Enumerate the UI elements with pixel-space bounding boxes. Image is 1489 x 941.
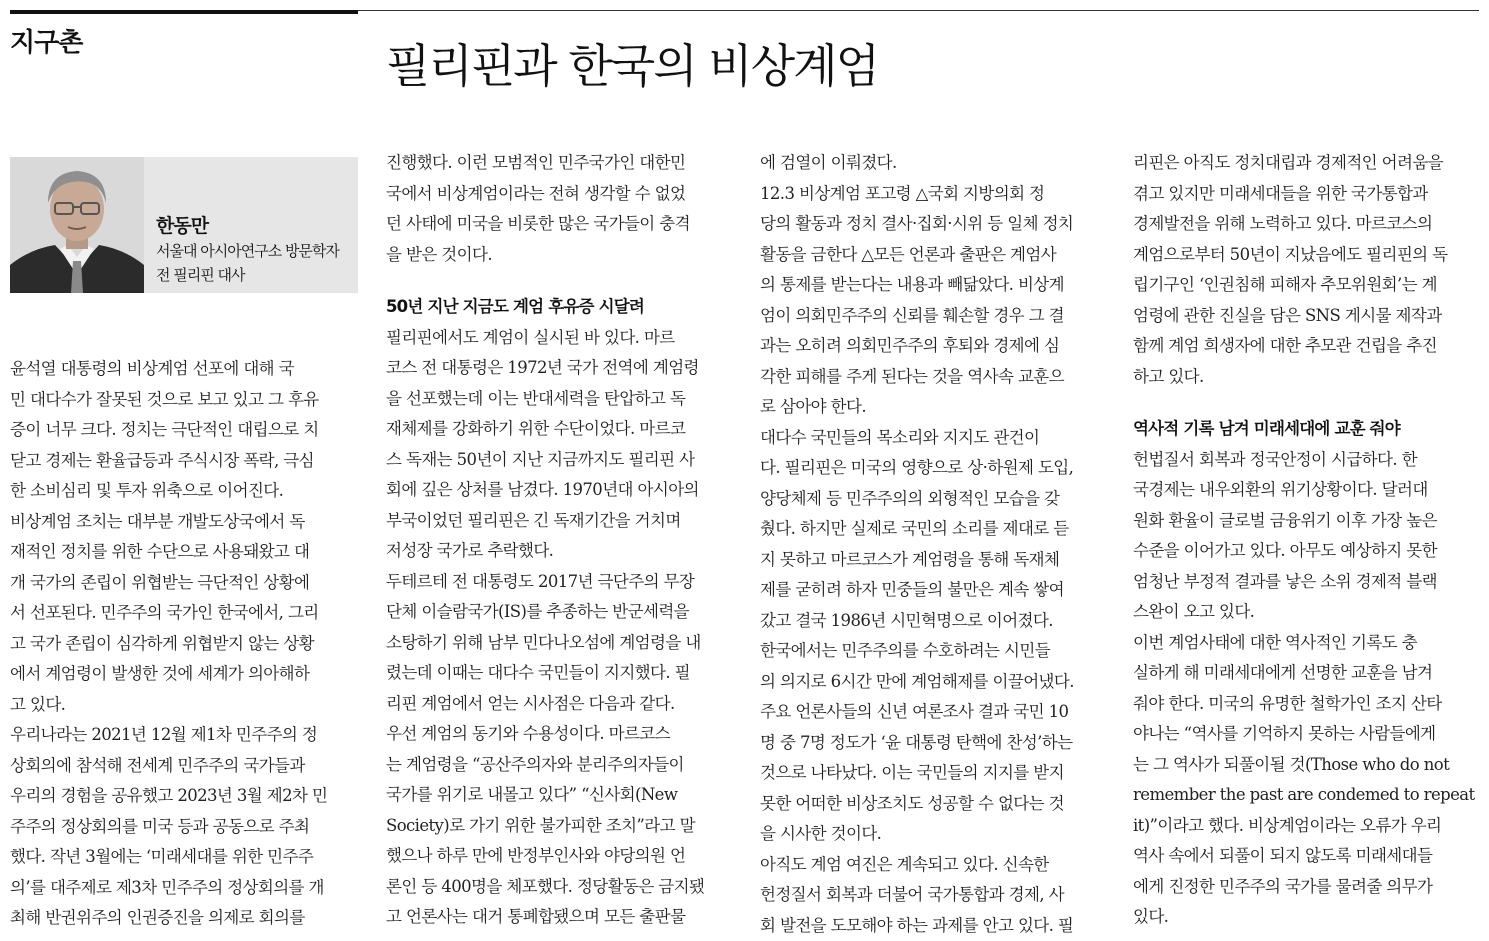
body-text-line: 스완이 오고 있다. <box>1133 597 1478 628</box>
body-text-line: 저성장 국가로 추락했다. <box>386 536 731 567</box>
body-text-line: 윤석열 대통령의 비상계엄 선포에 대해 국 <box>10 354 355 385</box>
body-text-line: 는 계엄령을 “공산주의자와 분리주의자들이 <box>386 750 731 781</box>
body-text-line: 재적인 정치를 위한 수단으로 사용돼왔고 대 <box>10 537 355 568</box>
body-text-line: 닫고 경제는 환율급등과 주식시장 폭락, 극심 <box>10 446 355 477</box>
body-text-line: 민 대다수가 잘못된 것으로 보고 있고 그 후유 <box>10 385 355 416</box>
body-text-line: 하고 있다. <box>1133 362 1478 393</box>
author-portrait <box>10 157 144 293</box>
body-text-line: 이번 계엄사태에 대한 역사적인 기록도 충 <box>1133 628 1478 659</box>
body-text-line: 엄청난 부정적 결과를 낳은 소위 경제적 블랙 <box>1133 567 1478 598</box>
top-rule-thick <box>10 10 358 14</box>
headline: 필리핀과 한국의 비상계엄 <box>386 30 878 96</box>
body-text-line: 명 중 7명 정도가 ‘윤 대통령 탄핵에 찬성’하는 <box>760 728 1105 759</box>
body-text-line: 주주의 정상회의를 미국 등과 공동으로 주최 <box>10 812 355 843</box>
body-text-line: 에 검열이 이뤄졌다. <box>760 148 1105 179</box>
article-column-2 <box>386 148 731 933</box>
body-text-line: 을 받은 것이다. <box>386 240 731 271</box>
subheading: 50년 지난 지금도 계엄 후유증 시달려 <box>386 292 731 323</box>
body-text-line: 역사 속에서 되풀이 되지 않도록 미래세대들 <box>1133 841 1478 872</box>
body-text-line: 필리핀에서도 계엄이 실시된 바 있다. 마르 <box>386 323 731 354</box>
body-text-line: 고 언론사는 대거 통폐합됐으며 모든 출판물 <box>386 902 731 933</box>
body-text-line: 의 통제를 받는다는 내용과 빼닮았다. 비상계 <box>760 270 1105 301</box>
body-text-line: 진행했다. 이런 모범적인 민주국가인 대한민 <box>386 148 731 179</box>
body-text-line: 한국에서는 민주주의를 수호하려는 시민들 <box>760 636 1105 667</box>
body-text-line: 우리의 경험을 공유했고 2023년 3월 제2차 민 <box>10 781 355 812</box>
body-text-line: 국에서 비상계엄이라는 전혀 생각할 수 없었 <box>386 179 731 210</box>
body-text-line: 제를 굳히려 하자 민중들의 불만은 계속 쌓여 <box>760 575 1105 606</box>
body-text-line: 단체 이슬람국가(IS)를 추종하는 반군세력을 <box>386 597 731 628</box>
body-text-line: 스 독재는 50년이 지난 지금까지도 필리핀 사 <box>386 445 731 476</box>
body-text-line: 로 삼아야 한다. <box>760 392 1105 423</box>
author-box <box>10 157 358 293</box>
body-text-line: 두테르테 전 대통령도 2017년 극단주의 무장 <box>386 567 731 598</box>
body-text-line: 경제발전을 위해 노력하고 있다. 마르코스의 <box>1133 209 1478 240</box>
body-text-line: 겪고 있지만 미래세대들을 위한 국가통합과 <box>1133 179 1478 210</box>
body-text-line: 것으로 나타났다. 이는 국민들의 지지를 받지 <box>760 758 1105 789</box>
body-text-line: 각한 피해를 주게 된다는 것을 역사속 교훈으 <box>760 362 1105 393</box>
body-text-line: 개 국가의 존립이 위협받는 극단적인 상황에 <box>10 568 355 599</box>
body-text-line: 고 국가 존립이 심각하게 위협받지 않는 상황 <box>10 629 355 660</box>
body-text-line: 국경제는 내우외환의 위기상황이다. 달러대 <box>1133 475 1478 506</box>
body-text-line: 대다수 국민들의 목소리와 지지도 관건이 <box>760 423 1105 454</box>
body-text-line: 있다. <box>1133 902 1478 933</box>
body-text-line: 회에 깊은 상처를 남겼다. 1970년대 아시아의 <box>386 475 731 506</box>
body-text-line: 활동을 금한다 △모든 언론과 출판은 계엄사 <box>760 240 1105 271</box>
body-text-line: 재체제를 강화하기 위한 수단이었다. 마르코 <box>386 414 731 445</box>
body-text-line: 헌정질서 회복과 더불어 국가통합과 경제, 사 <box>760 880 1105 911</box>
article-column-4 <box>1133 148 1478 933</box>
body-text-line: 국가를 위기로 내몰고 있다” “신사회(New <box>386 780 731 811</box>
body-text-line: 에서 계엄령이 발생한 것에 세계가 의아해하 <box>10 659 355 690</box>
body-text-line: 최해 반권위주의 인권증진을 의제로 회의를 <box>10 903 355 934</box>
body-text-line: 고 있다. <box>10 690 355 721</box>
body-text-line: 렸는데 이때는 대다수 국민들이 지지했다. 필 <box>386 658 731 689</box>
body-text-line: Society)로 가기 위한 불가피한 조치”라고 말 <box>386 811 731 842</box>
body-text-line: 우선 계엄의 동기와 수용성이다. 마르코스 <box>386 719 731 750</box>
body-text-line: 코스 전 대통령은 1972년 국가 전역에 계엄령 <box>386 353 731 384</box>
body-text-line: 야나는 “역사를 기억하지 못하는 사람들에게 <box>1133 719 1478 750</box>
body-text-line: 12.3 비상계엄 포고령 △국회 지방의회 정 <box>760 179 1105 210</box>
author-affiliation: 서울대 아시아연구소 방문학자 <box>156 240 339 261</box>
article-column-3 <box>760 148 1105 941</box>
body-text-line: 을 선포했는데 이는 반대세력을 탄압하고 독 <box>386 384 731 415</box>
body-text-line: 엄이 의회민주주의 신뢰를 훼손할 경우 그 결 <box>760 301 1105 332</box>
body-text-line: 회 발전을 도모해야 하는 과제를 안고 있다. 필 <box>760 911 1105 941</box>
article-column-1 <box>10 354 355 934</box>
body-text-line: 했다. 작년 3월에는 ‘미래세대를 위한 민주주 <box>10 842 355 873</box>
body-text-line: 주요 언론사들의 신년 여론조사 결과 국민 10 <box>760 697 1105 728</box>
body-text-line: 못한 어떠한 비상조치도 성공할 수 없다는 것 <box>760 789 1105 820</box>
body-text-line: 소탕하기 위해 남부 민다나오섬에 계엄령을 내 <box>386 628 731 659</box>
body-text-line: 과는 오히려 의회민주주의 후퇴와 경제에 심 <box>760 331 1105 362</box>
subheading: 역사적 기록 남겨 미래세대에 교훈 줘야 <box>1133 414 1478 445</box>
body-text-line: 함께 계엄 희생자에 대한 추모관 건립을 추진 <box>1133 331 1478 362</box>
body-text-line: 아직도 계엄 여진은 계속되고 있다. 신속한 <box>760 850 1105 881</box>
body-text-line: 립기구인 ‘인권침해 피해자 추모위원회’는 계 <box>1133 270 1478 301</box>
body-text-line: 했으나 하루 만에 반정부인사와 야당의원 언 <box>386 841 731 872</box>
body-text-line: 의 의지로 6시간 만에 계엄해제를 이끌어냈다. <box>760 667 1105 698</box>
author-name: 한동만 <box>156 211 208 238</box>
body-text-line: 양당체제 등 민주주의의 외형적인 모습을 갖 <box>760 484 1105 515</box>
body-text-line: 는 그 역사가 되풀이될 것(Those who do not <box>1133 750 1478 781</box>
body-text-line: 우리나라는 2021년 12월 제1차 민주주의 정 <box>10 720 355 751</box>
body-text-line: 갔고 결국 1986년 시민혁명으로 이어졌다. <box>760 606 1105 637</box>
body-text-line: it)”이라고 했다. 비상계엄이라는 오류가 우리 <box>1133 811 1478 842</box>
body-text-line: 을 시사한 것이다. <box>760 819 1105 850</box>
body-text-line: 줘야 한다. 미국의 유명한 철학가인 조지 산타 <box>1133 689 1478 720</box>
body-text-line: 계엄으로부터 50년이 지났음에도 필리핀의 독 <box>1133 240 1478 271</box>
body-text-line: 실하게 해 미래세대에게 선명한 교훈을 남겨 <box>1133 658 1478 689</box>
body-text-line: 던 사태에 미국을 비롯한 많은 국가들이 충격 <box>386 209 731 240</box>
body-text-line: 증이 너무 크다. 정치는 극단적인 대립으로 치 <box>10 415 355 446</box>
body-text-line: 부국이었던 필리핀은 긴 독재기간을 거치며 <box>386 506 731 537</box>
body-text-line: 한 소비심리 및 투자 위축으로 이어진다. <box>10 476 355 507</box>
body-text-line: 다. 필리핀은 미국의 영향으로 상·하원제 도입, <box>760 453 1105 484</box>
body-text-line: 리핀은 아직도 정치대립과 경제적인 어려움을 <box>1133 148 1478 179</box>
body-text-line: remember the past are condemed to repeat <box>1133 780 1478 811</box>
body-text-line: 비상계엄 조치는 대부분 개발도상국에서 독 <box>10 507 355 538</box>
body-text-line: 지 못하고 마르코스가 계엄령을 통해 독재체 <box>760 545 1105 576</box>
paragraph-gap <box>386 270 731 292</box>
top-rule-thin <box>358 10 1479 11</box>
body-text-line: 췄다. 하지만 실제로 국민의 소리를 제대로 듣 <box>760 514 1105 545</box>
body-text-line: 원화 환율이 글로벌 금융위기 이후 가장 높은 <box>1133 506 1478 537</box>
body-text-line: 서 선포된다. 민주주의 국가인 한국에서, 그리 <box>10 598 355 629</box>
body-text-line: 리핀 계엄에서 얻는 시사점은 다음과 같다. <box>386 689 731 720</box>
body-text-line: 당의 활동과 정치 결사·집회·시위 등 일체 정치 <box>760 209 1105 240</box>
section-label: 지구촌 <box>10 22 82 59</box>
body-text-line: 론인 등 400명을 체포했다. 정당활동은 금지됐 <box>386 872 731 903</box>
body-text-line: 수준을 이어가고 있다. 아무도 예상하지 못한 <box>1133 536 1478 567</box>
body-text-line: 의’를 대주제로 제3차 민주주의 정상회의를 개 <box>10 873 355 904</box>
author-former-post: 전 필리핀 대사 <box>156 264 244 285</box>
paragraph-gap <box>1133 392 1478 414</box>
body-text-line: 에게 진정한 민주주의 국가를 물려줄 의무가 <box>1133 872 1478 903</box>
body-text-line: 상회의에 참석해 전세계 민주주의 국가들과 <box>10 751 355 782</box>
body-text-line: 헌법질서 회복과 정국안정이 시급하다. 한 <box>1133 445 1478 476</box>
body-text-line: 엄령에 관한 진실을 담은 SNS 게시물 제작과 <box>1133 301 1478 332</box>
